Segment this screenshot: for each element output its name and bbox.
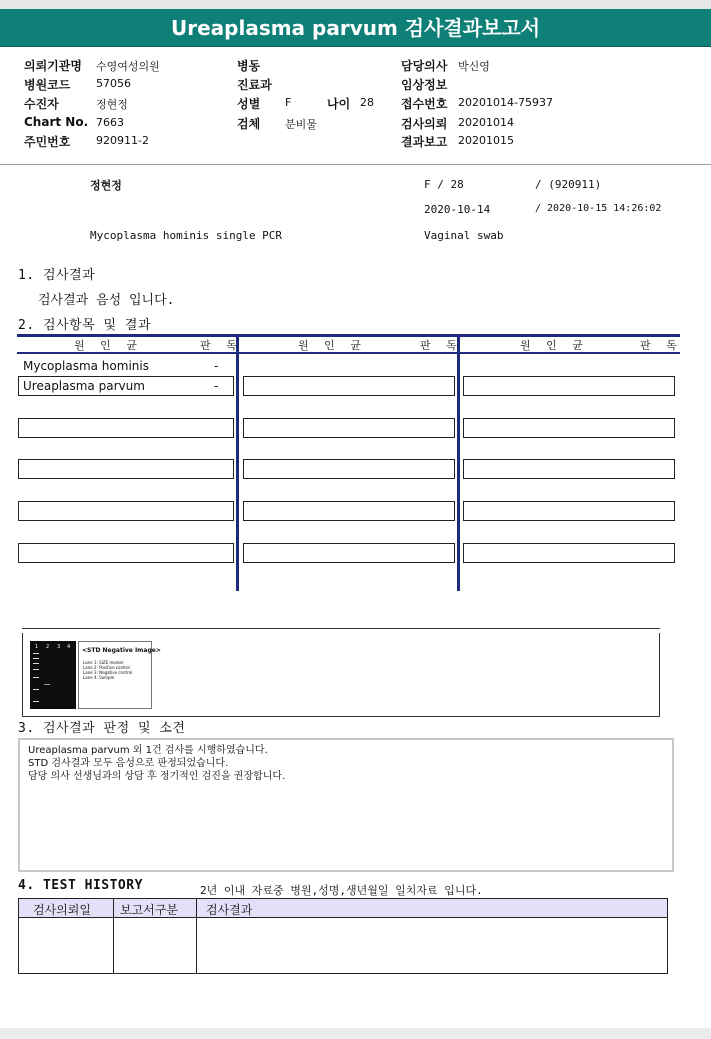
clinical-label: 임상정보 bbox=[401, 78, 448, 92]
sex-value: F bbox=[285, 96, 292, 109]
history-header-report-type: 보고서구분 bbox=[120, 903, 178, 917]
ward-label: 병동 bbox=[237, 59, 261, 73]
specimen-name: Vaginal swab bbox=[424, 229, 504, 242]
result-cell bbox=[243, 543, 455, 563]
result-item-value: - bbox=[214, 379, 219, 393]
result-cell bbox=[463, 543, 675, 563]
results-column-divider bbox=[236, 334, 239, 591]
col-header-pathogen: 원 인 균 bbox=[74, 339, 143, 352]
col-header-result: 판 독 bbox=[420, 339, 463, 352]
gel-electrophoresis-image bbox=[30, 641, 76, 709]
doctor-label: 담당의사 bbox=[401, 59, 448, 73]
result-cell bbox=[18, 418, 234, 438]
gel-legend-title: <STD Negative Image> bbox=[82, 647, 161, 654]
sex-label: 성별 bbox=[237, 97, 261, 111]
result-item-name: Mycoplasma hominis bbox=[23, 359, 149, 373]
patient-birth: / (920911) bbox=[535, 178, 602, 191]
result-cell bbox=[463, 376, 675, 396]
result-cell bbox=[18, 543, 234, 563]
history-col-divider bbox=[113, 898, 114, 974]
col-header-pathogen: 원 인 균 bbox=[520, 339, 589, 352]
history-header-request-date: 검사의뢰일 bbox=[33, 903, 91, 917]
gel-lane-label: 2 bbox=[46, 644, 50, 650]
gel-legend-line: Lane 3: Negative control bbox=[83, 670, 133, 675]
gel-lane-label: 3 bbox=[57, 644, 61, 650]
patient-sex-age: F / 28 bbox=[424, 178, 464, 191]
col-header-result: 판 독 bbox=[200, 339, 243, 352]
report-date-value: 20201015 bbox=[458, 134, 514, 147]
result-item-value: - bbox=[214, 359, 219, 373]
opinion-line: Ureaplasma parvum 외 1건 검사를 시행하였습니다. bbox=[28, 745, 268, 756]
opinion-line: STD 검사결과 모두 음성으로 판정되었습니다. bbox=[28, 758, 229, 769]
hospital-code-label: 병원코드 bbox=[24, 78, 71, 92]
report-title: Ureaplasma parvum 검사결과보고서 bbox=[170, 16, 541, 40]
doctor-value: 박신영 bbox=[458, 60, 490, 73]
col-header-result: 판 독 bbox=[640, 339, 683, 352]
institution-label: 의뢰기관명 bbox=[24, 59, 82, 73]
institution-value: 수영여성의원 bbox=[96, 60, 160, 73]
opinion-line: 담당 의사 선생님과의 상담 후 정기적인 검진을 권장합니다. bbox=[28, 771, 286, 782]
result-cell bbox=[463, 418, 675, 438]
results-column-divider bbox=[457, 334, 460, 591]
chart-label: Chart No. bbox=[24, 115, 89, 129]
receipt-label: 접수번호 bbox=[401, 97, 448, 111]
request-date: 2020-10-14 bbox=[424, 203, 491, 216]
result-cell bbox=[243, 459, 455, 479]
gel-lane-label: 1 bbox=[35, 644, 39, 650]
request-value: 20201014 bbox=[458, 116, 514, 129]
resident-value: 920911-2 bbox=[96, 134, 149, 147]
result-cell bbox=[243, 376, 455, 396]
gel-lane-label: 4 bbox=[67, 644, 71, 650]
bottom-strip bbox=[0, 1028, 711, 1039]
section1-text: 검사결과 음성 입니다. bbox=[38, 293, 175, 308]
history-table-header bbox=[18, 898, 668, 918]
opinion-box bbox=[18, 738, 674, 872]
section3-title: 3. 검사결과 판정 및 소견 bbox=[18, 721, 186, 736]
specimen-value: 분비물 bbox=[285, 118, 317, 131]
report-date-label: 결과보고 bbox=[401, 135, 448, 149]
specimen-label: 검체 bbox=[237, 117, 261, 131]
resident-label: 주민번호 bbox=[24, 135, 71, 149]
history-col-divider bbox=[196, 898, 197, 974]
result-cell bbox=[463, 501, 675, 521]
result-cell bbox=[18, 459, 234, 479]
gel-bands bbox=[30, 641, 76, 709]
gel-legend bbox=[78, 641, 161, 709]
result-cell bbox=[18, 501, 234, 521]
top-strip bbox=[0, 0, 711, 9]
section2-title: 2. 검사항목 및 결과 bbox=[18, 318, 152, 333]
patient-name: 정현정 bbox=[90, 179, 122, 192]
section1-title: 1. 검사결과 bbox=[18, 268, 96, 283]
col-header-pathogen: 원 인 균 bbox=[298, 339, 367, 352]
patient-label: 수진자 bbox=[24, 97, 59, 111]
gel-legend-line: Lane 2: Positive control bbox=[83, 665, 130, 670]
result-item-name: Ureaplasma parvum bbox=[23, 379, 145, 393]
dept-label: 진료과 bbox=[237, 78, 272, 92]
patient-value: 정현정 bbox=[96, 98, 128, 111]
result-cell bbox=[463, 459, 675, 479]
receipt-value: 20201014-75937 bbox=[458, 96, 553, 109]
report-datetime: / 2020-10-15 14:26:02 bbox=[535, 203, 662, 214]
test-name: Mycoplasma hominis single PCR bbox=[90, 229, 283, 242]
gel-legend-line: Lane 4: Sample bbox=[83, 675, 115, 680]
gel-legend-line: Lane 1: SIZE marker bbox=[83, 660, 124, 665]
hospital-code-value: 57056 bbox=[96, 77, 131, 90]
age-value: 28 bbox=[360, 96, 374, 109]
history-note: 2년 이내 자료중 병원,성명,생년월일 일치자료 입니다. bbox=[200, 884, 483, 897]
section4-title: 4. TEST HISTORY bbox=[18, 878, 143, 893]
image-divider bbox=[22, 628, 660, 629]
result-cell bbox=[243, 418, 455, 438]
chart-value: 7663 bbox=[96, 116, 124, 129]
age-label: 나이 bbox=[327, 97, 351, 111]
request-label: 검사의뢰 bbox=[401, 117, 448, 131]
history-header-result: 검사결과 bbox=[206, 903, 253, 917]
result-cell bbox=[243, 501, 455, 521]
